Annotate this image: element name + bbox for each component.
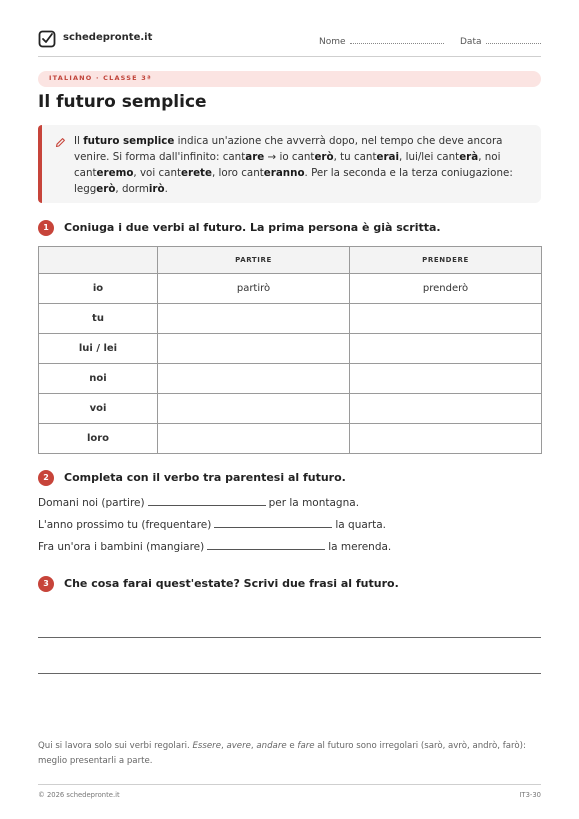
pronoun-cell: noi bbox=[39, 364, 158, 394]
conjugation-table bbox=[38, 246, 542, 454]
name-field[interactable] bbox=[319, 35, 444, 47]
answer-cell[interactable] bbox=[158, 394, 350, 424]
info-accent-bar bbox=[38, 125, 42, 203]
answer-cell[interactable] bbox=[158, 364, 350, 394]
info-text: Il futuro semplice indica un'azione che avverrà dopo, nel tempo che deve ancora venire. Si forma dall'infinito: cantare → io canterò, tu canterai, lui/lei canterà, noi canteremo, voi canterete, loro canteranno. Per la seconda e la terza coniugazione: leggerò, dormirò. bbox=[74, 135, 513, 195]
question-1-number: 1 bbox=[38, 220, 54, 236]
name-line bbox=[350, 35, 444, 44]
answer-cell[interactable] bbox=[158, 424, 350, 454]
sentence-2 bbox=[38, 517, 386, 531]
table-row bbox=[39, 304, 542, 334]
subject-tag-label: ITALIANO · CLASSE 3ª bbox=[49, 74, 152, 82]
answer-cell[interactable] bbox=[350, 424, 542, 454]
table-header-empty bbox=[39, 247, 158, 274]
sentence-3-start: Fra un'ora i bambini (mangiare) bbox=[38, 541, 205, 553]
question-3-number: 3 bbox=[38, 576, 54, 592]
question-2-number: 2 bbox=[38, 470, 54, 486]
question-2-text: Completa con il verbo tra parentesi al futuro. bbox=[64, 471, 346, 484]
sentence-1-start: Domani noi (partire) bbox=[38, 497, 145, 509]
table-header-row bbox=[39, 247, 542, 274]
sentence-1 bbox=[38, 495, 359, 509]
date-label: Data bbox=[460, 37, 482, 47]
pronoun-cell: io bbox=[39, 274, 158, 304]
answer-cell[interactable] bbox=[158, 334, 350, 364]
answer-cell: prenderò bbox=[350, 274, 542, 304]
answer-cell[interactable] bbox=[350, 364, 542, 394]
answer-blank-2[interactable] bbox=[214, 517, 332, 528]
footer-divider bbox=[38, 784, 541, 785]
sentence-2-end: la quarta. bbox=[335, 519, 386, 531]
date-field[interactable] bbox=[460, 35, 541, 47]
writing-line[interactable] bbox=[38, 673, 541, 674]
sentence-3-end: la merenda. bbox=[328, 541, 392, 553]
pronoun-cell: voi bbox=[39, 394, 158, 424]
writing-line[interactable] bbox=[38, 637, 541, 638]
answer-cell: partirò bbox=[158, 274, 350, 304]
pronoun-cell: tu bbox=[39, 304, 158, 334]
copyright: © 2026 schedepronte.it bbox=[38, 791, 120, 799]
sentence-2-start: L'anno prossimo tu (frequentare) bbox=[38, 519, 212, 531]
date-line bbox=[486, 35, 541, 44]
worksheet-page bbox=[38, 0, 541, 819]
question-1-text: Coniuga i due verbi al futuro. La prima persona è già scritta. bbox=[64, 221, 441, 234]
column-header-prendere: PRENDERE bbox=[350, 247, 542, 274]
name-label: Nome bbox=[319, 37, 346, 47]
table-row bbox=[39, 424, 542, 454]
pronoun-cell: loro bbox=[39, 424, 158, 454]
question-3-text: Che cosa farai quest'estate? Scrivi due frasi al futuro. bbox=[64, 577, 399, 590]
brand-name: schedepronte.it bbox=[63, 32, 153, 43]
answer-cell[interactable] bbox=[350, 304, 542, 334]
table-row bbox=[39, 334, 542, 364]
header bbox=[38, 30, 541, 52]
teacher-note: Qui si lavora solo sui verbi regolari. Essere, avere, andare e fare al futuro sono irregolari (sarò, avrò, andrò, farò): meglio presentarli a parte. bbox=[38, 741, 526, 766]
sentence-1-end: per la montagna. bbox=[268, 497, 360, 509]
answer-cell[interactable] bbox=[350, 334, 542, 364]
worksheet-code: IT3-30 bbox=[519, 791, 541, 799]
answer-blank-1[interactable] bbox=[148, 495, 266, 506]
header-divider bbox=[38, 56, 541, 57]
answer-cell[interactable] bbox=[350, 394, 542, 424]
page-title: Il futuro semplice bbox=[38, 92, 207, 112]
answer-cell[interactable] bbox=[158, 304, 350, 334]
column-header-partire: PARTIRE bbox=[158, 247, 350, 274]
checkbox-logo-icon bbox=[38, 30, 56, 48]
table-row bbox=[39, 274, 542, 304]
pencil-icon bbox=[55, 137, 66, 148]
table-row bbox=[39, 364, 542, 394]
sentence-3 bbox=[38, 539, 391, 553]
pronoun-cell: lui / lei bbox=[39, 334, 158, 364]
answer-blank-3[interactable] bbox=[207, 539, 325, 550]
info-box bbox=[38, 125, 541, 203]
subject-tag bbox=[38, 71, 541, 87]
table-row bbox=[39, 394, 542, 424]
